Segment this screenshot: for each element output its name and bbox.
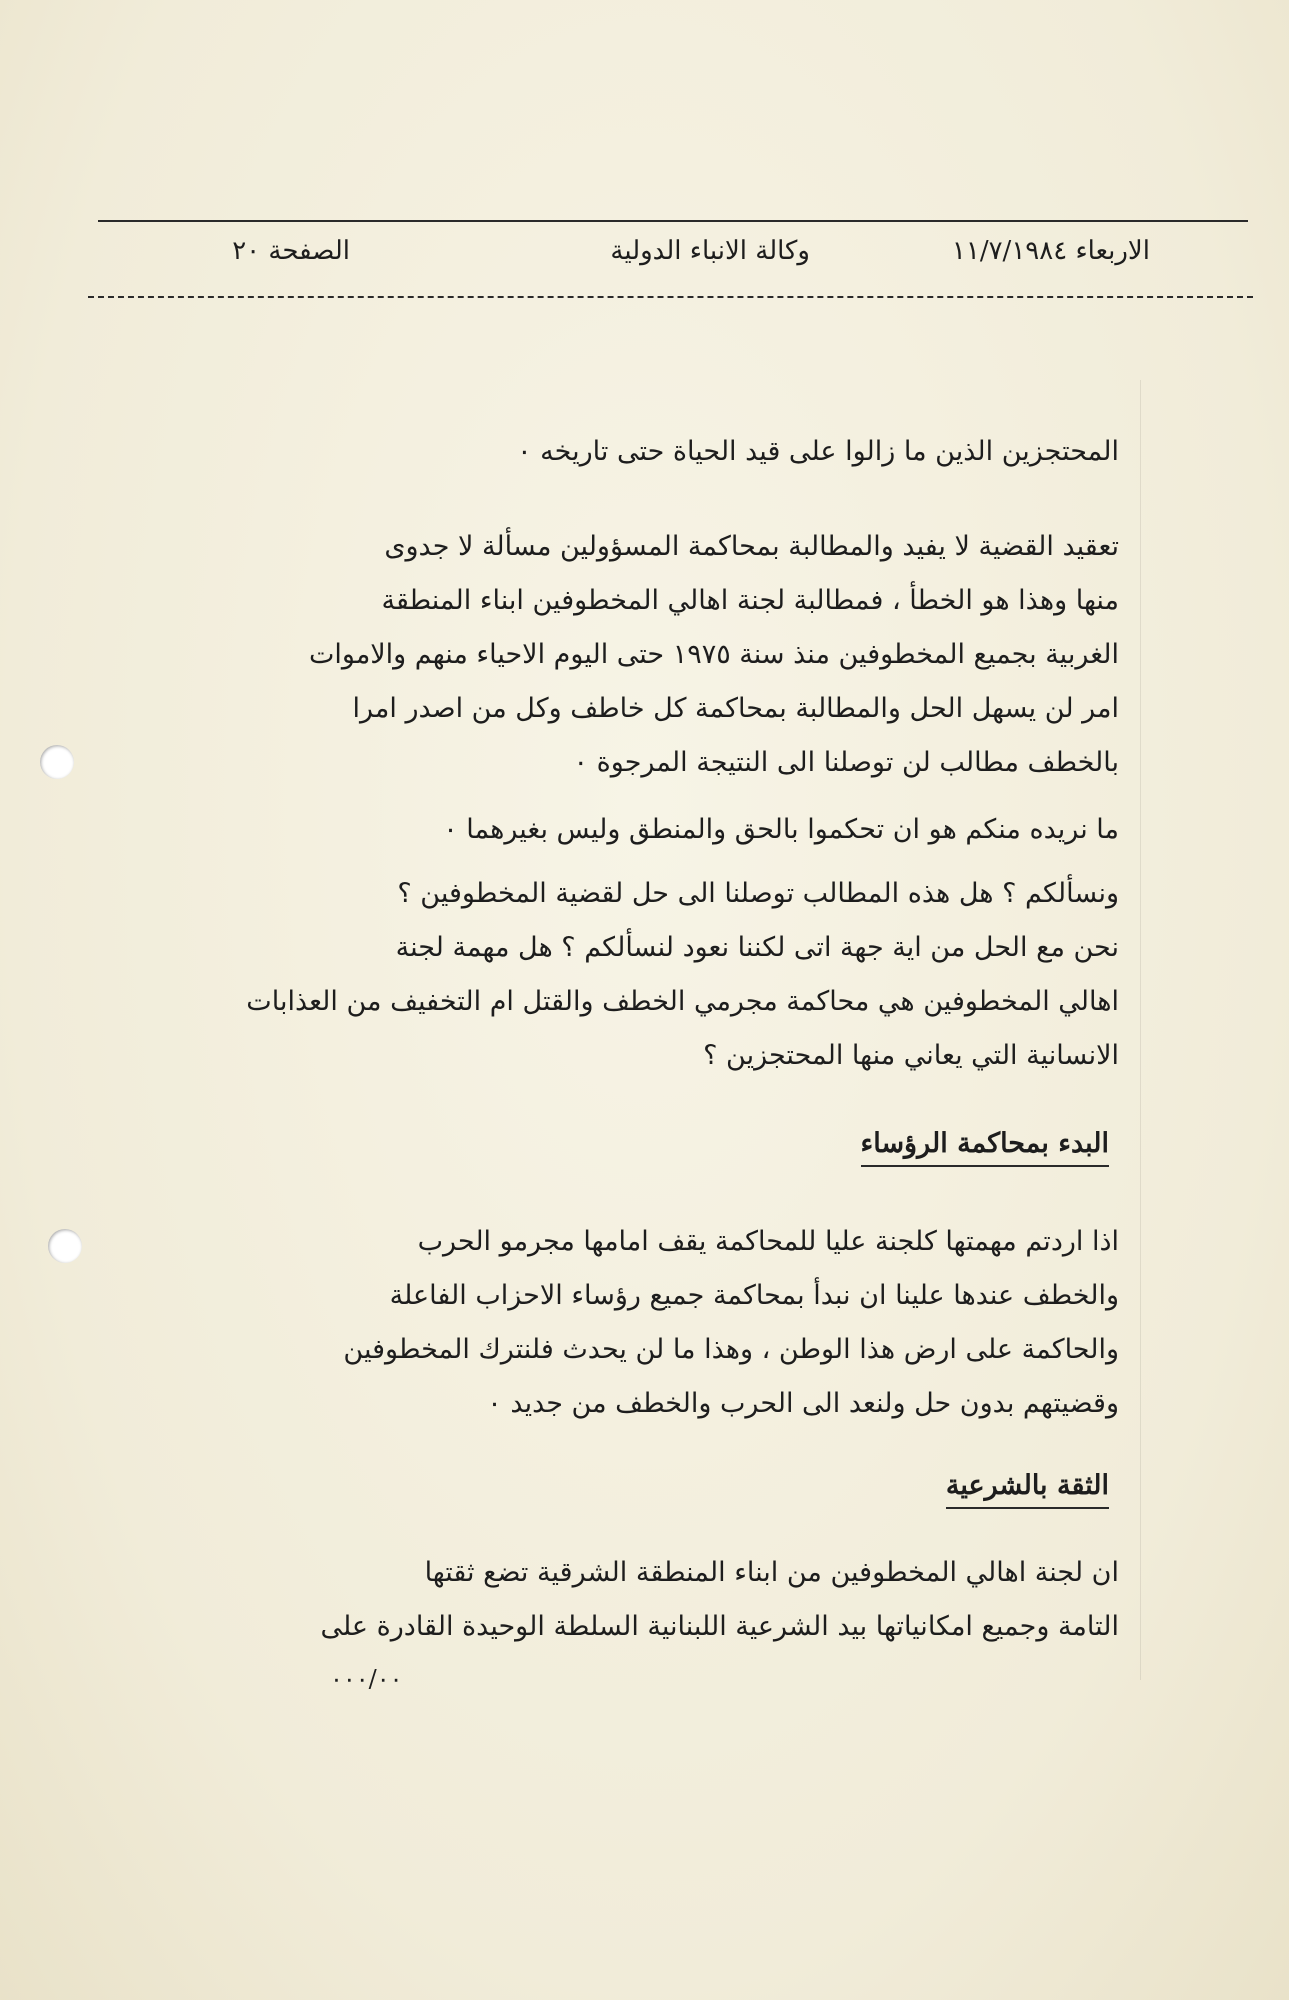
text-line: نحن مع الحل من اية جهة اتى لكننا نعود لنسألكم ؟ هل مهمة لجنة [395, 932, 1119, 963]
paragraph-2 [189, 520, 1119, 790]
continuation-marker: ٠٠٠/٠٠ [330, 1665, 403, 1693]
header-page-number: الصفحة ٢٠ [232, 236, 350, 266]
section-heading-legitimacy: الثقة بالشرعية [946, 1470, 1109, 1509]
text-line: وقضيتهم بدون حل ولنعد الى الحرب والخطف من جديد ٠ [487, 1388, 1119, 1419]
text-line: اهالي المخطوفين هي محاكمة مجرمي الخطف والقتل ام التخفيف من العذابات [246, 986, 1119, 1017]
header-bottom-rule [88, 296, 1253, 298]
paragraph-1 [189, 425, 1119, 479]
paragraph-5 [189, 1215, 1119, 1431]
text-line: تعقيد القضية لا يفيد والمطالبة بمحاكمة المسؤولين مسألة لا جدوى [384, 531, 1119, 562]
page-header [190, 236, 1150, 280]
text-line: اذا اردتم مهمتها كلجنة عليا للمحاكمة يقف امامها مجرمو الحرب [417, 1226, 1119, 1257]
header-top-rule [98, 220, 1248, 222]
text-line: الانسانية التي يعاني منها المحتجزين ؟ [703, 1040, 1119, 1071]
text-line: امر لن يسهل الحل والمطالبة بمحاكمة كل خاطف وكل من اصدر امرا [352, 693, 1119, 724]
punch-hole-bottom [48, 1229, 82, 1263]
section-heading-trial: البدء بمحاكمة الرؤساء [861, 1128, 1109, 1167]
text-line: بالخطف مطالب لن توصلنا الى النتيجة المرجوة ٠ [573, 747, 1119, 778]
paragraph-6 [189, 1546, 1119, 1654]
text-line: ان لجنة اهالي المخطوفين من ابناء المنطقة الشرقية تضع ثقتها [424, 1557, 1119, 1588]
paragraph-4 [189, 867, 1119, 1083]
punch-hole-top [40, 745, 74, 779]
text-line: منها وهذا هو الخطأ ، فمطالبة لجنة اهالي المخطوفين ابناء المنطقة [381, 585, 1119, 616]
text-line: والخطف عندها علينا ان نبدأ بمحاكمة جميع رؤساء الاحزاب الفاعلة [389, 1280, 1119, 1311]
text-line: ونسألكم ؟ هل هذه المطالب توصلنا الى حل لقضية المخطوفين ؟ [397, 878, 1119, 909]
paper-fold-edge [1140, 380, 1147, 1680]
header-date: الاربعاء ١١/٧/١٩٨٤ [951, 236, 1150, 266]
text-line: المحتجزين الذين ما زالوا على قيد الحياة حتى تاريخه ٠ [517, 436, 1119, 467]
paragraph-3 [189, 803, 1119, 857]
text-line: الغربية بجميع المخطوفين منذ سنة ١٩٧٥ حتى اليوم الاحياء منهم والاموات [308, 639, 1119, 670]
text-line: والحاكمة على ارض هذا الوطن ، وهذا ما لن يحدث فلنترك المخطوفين [343, 1334, 1119, 1365]
text-line: ما نريده منكم هو ان تحكموا بالحق والمنطق وليس بغيرهما ٠ [443, 814, 1119, 845]
header-agency: وكالة الانباء الدولية [610, 236, 810, 266]
text-line: التامة وجميع امكانياتها بيد الشرعية اللبنانية السلطة الوحيدة القادرة على [320, 1611, 1119, 1642]
